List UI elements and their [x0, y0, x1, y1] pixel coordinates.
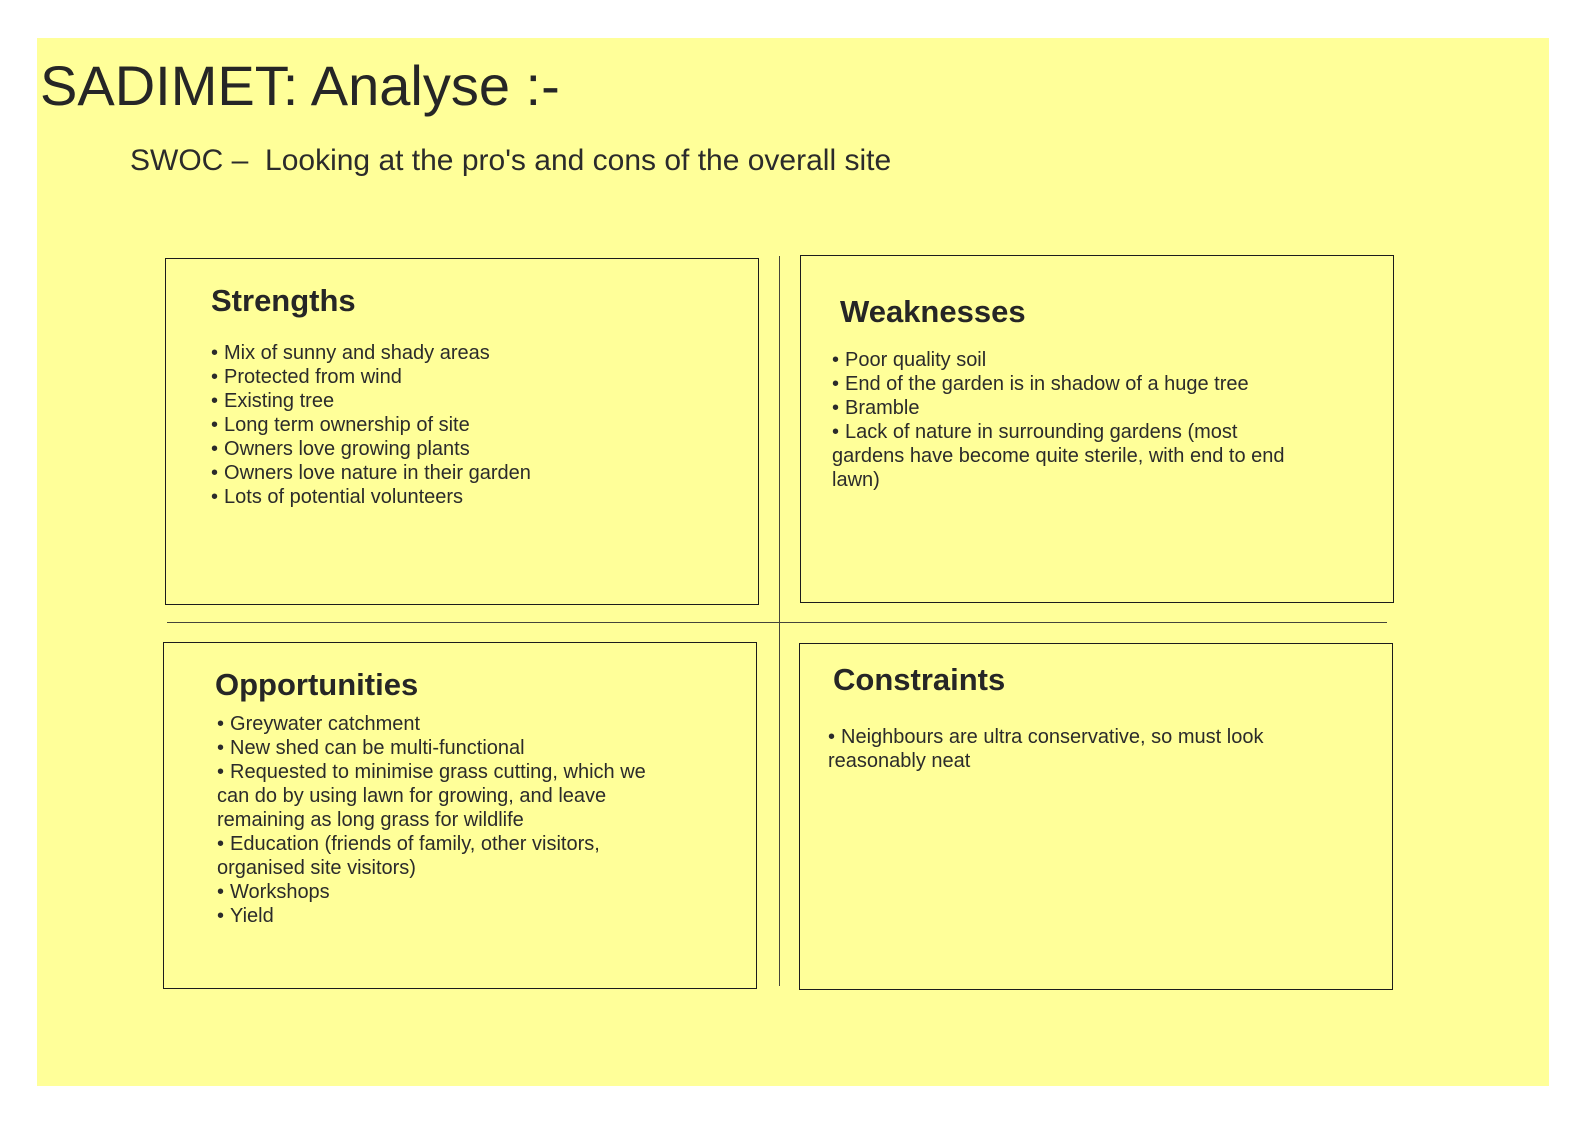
- list-item: [832, 348, 1302, 372]
- strengths-list: [211, 341, 731, 509]
- list-item-text: Owners love growing plants: [224, 438, 470, 460]
- list-item: [211, 437, 731, 461]
- list-item: [211, 365, 731, 389]
- slide-title: SADIMET: Analyse :-: [40, 54, 560, 117]
- quadrant-opportunities: [163, 642, 757, 989]
- bullet-glyph: •: [832, 397, 840, 419]
- list-item: [211, 389, 731, 413]
- slide-canvas: [37, 38, 1549, 1086]
- slide-subtitle: SWOC – Looking at the pro's and cons of the overall site: [130, 144, 892, 177]
- opportunities-list: [217, 712, 667, 928]
- bullet-glyph: •: [217, 737, 225, 759]
- list-item-text: Lots of potential volunteers: [224, 486, 464, 508]
- list-item: [217, 736, 667, 760]
- list-item: [828, 725, 1308, 773]
- list-item-text: Bramble: [845, 397, 920, 419]
- bullet-glyph: •: [828, 726, 836, 748]
- list-item: [217, 880, 667, 904]
- list-item-text: Neighbours are ultra conservative, so must look reasonably neat: [828, 726, 1264, 772]
- bullet-glyph: •: [217, 761, 225, 783]
- constraints-heading: Constraints: [833, 662, 1006, 697]
- list-item-text: Requested to minimise grass cutting, which we can do by using lawn for growing, and leave remaining as long grass for wildlife: [217, 761, 646, 831]
- bullet-glyph: •: [217, 713, 225, 735]
- bullet-glyph: •: [832, 349, 840, 371]
- list-item-text: Protected from wind: [224, 366, 402, 388]
- list-item: [211, 341, 731, 365]
- list-item-text: New shed can be multi-functional: [230, 737, 525, 759]
- bullet-glyph: •: [211, 390, 219, 412]
- bullet-glyph: •: [832, 421, 840, 443]
- list-item-text: Poor quality soil: [845, 349, 987, 371]
- weaknesses-list: [832, 348, 1302, 492]
- bullet-glyph: •: [211, 462, 219, 484]
- list-item-text: Lack of nature in surrounding gardens (most gardens have become quite sterile, with end to end lawn): [832, 421, 1285, 491]
- list-item-text: Mix of sunny and shady areas: [224, 342, 490, 364]
- list-item: [217, 760, 667, 832]
- bullet-glyph: •: [211, 414, 219, 436]
- bullet-glyph: •: [211, 342, 219, 364]
- list-item: [217, 832, 667, 880]
- vertical-divider-line: [779, 256, 780, 986]
- strengths-heading: Strengths: [211, 283, 356, 318]
- bullet-glyph: •: [211, 486, 219, 508]
- list-item: [832, 372, 1302, 396]
- bullet-glyph: •: [211, 438, 219, 460]
- bullet-glyph: •: [217, 881, 225, 903]
- list-item-text: Education (friends of family, other visitors, organised site visitors): [217, 833, 600, 879]
- quadrant-constraints: [799, 643, 1393, 990]
- list-item-text: Yield: [230, 905, 274, 927]
- list-item-text: Existing tree: [224, 390, 335, 412]
- list-item-text: Owners love nature in their garden: [224, 462, 531, 484]
- horizontal-divider-line: [167, 622, 1387, 623]
- quadrant-strengths: [165, 258, 759, 605]
- list-item-text: Greywater catchment: [230, 713, 421, 735]
- bullet-glyph: •: [211, 366, 219, 388]
- list-item: [217, 712, 667, 736]
- bullet-glyph: •: [217, 833, 225, 855]
- bullet-glyph: •: [832, 373, 840, 395]
- list-item: [211, 461, 731, 485]
- bullet-glyph: •: [217, 905, 225, 927]
- list-item: [217, 904, 667, 928]
- list-item: [832, 396, 1302, 420]
- list-item-text: Long term ownership of site: [224, 414, 470, 436]
- list-item: [211, 413, 731, 437]
- weaknesses-heading: Weaknesses: [840, 294, 1026, 329]
- quadrant-weaknesses: [800, 255, 1394, 603]
- list-item: [211, 485, 731, 509]
- constraints-list: [828, 725, 1308, 773]
- list-item: [832, 420, 1302, 492]
- opportunities-heading: Opportunities: [215, 667, 419, 702]
- list-item-text: Workshops: [230, 881, 330, 903]
- list-item-text: End of the garden is in shadow of a huge tree: [845, 373, 1249, 395]
